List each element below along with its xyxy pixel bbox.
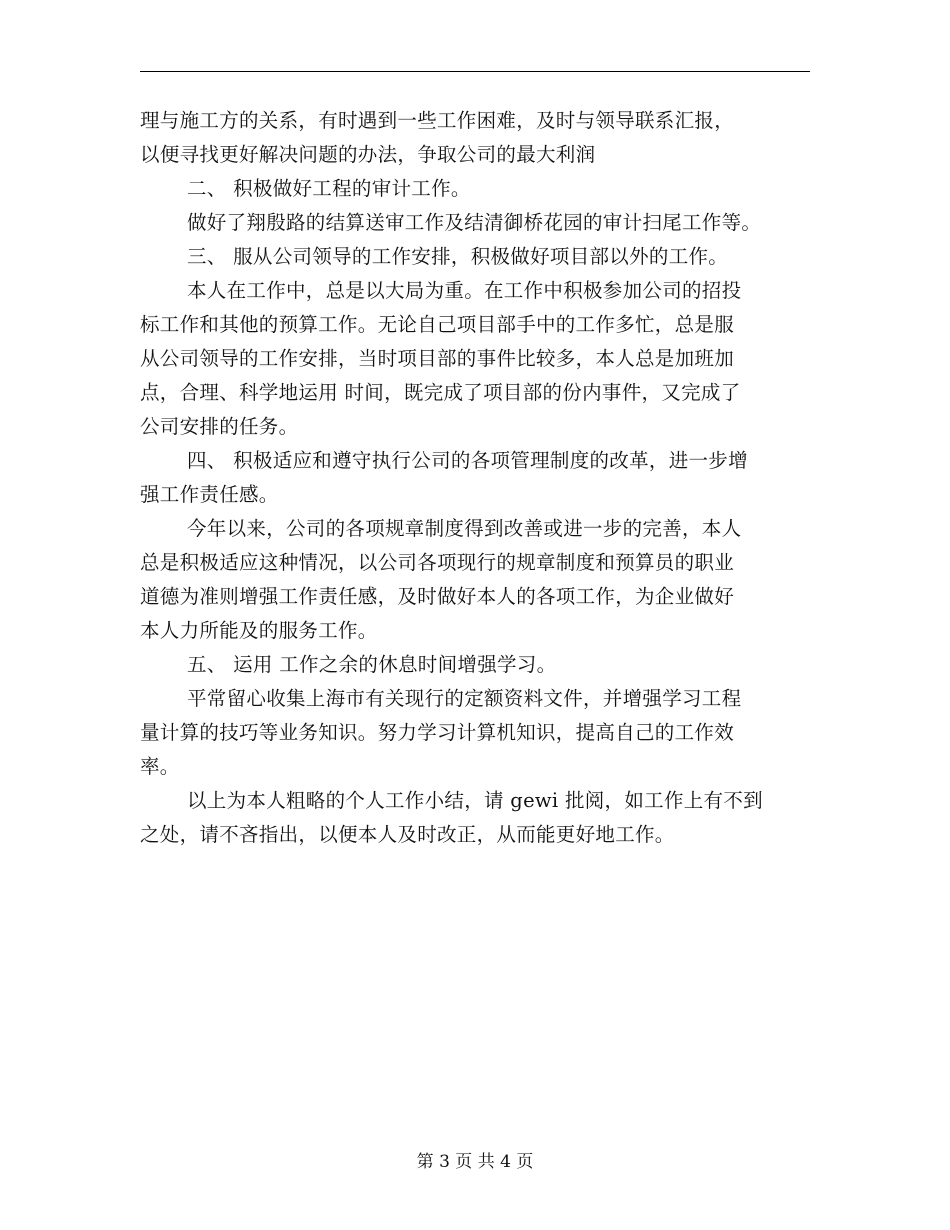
text-line: 理与施工方的关系，有时遇到一些工作困难，及时与领导联系汇报， bbox=[140, 109, 735, 132]
text-line: 量计算的技巧等业务知识。努力学习计算机知识，提高自己的工作效 bbox=[140, 721, 735, 744]
text-line: 公司安排的任务。 bbox=[140, 415, 299, 438]
text-line: 做好了翔殷路的结算送审工作及结清御桥花园的审计扫尾工作等。 bbox=[187, 211, 762, 234]
text-line: 今年以来，公司的各项规章制度得到改善或进一步的完善，本人 bbox=[187, 517, 742, 540]
section-heading: 三、 服从公司领导的工作安排，积极做好项目部以外的工作。 bbox=[187, 245, 729, 268]
text-line: 本人在工作中，总是以大局为重。在工作中积极参加公司的招投 bbox=[187, 279, 742, 302]
text-line: 道德为准则增强工作责任感，及时做好本人的各项工作，为企业做好 bbox=[140, 585, 735, 608]
text-line: 点，合理、科学地运用 时间，既完成了项目部的份内事件，又完成了 bbox=[140, 381, 741, 404]
page-number: 第 3 页 共 4 页 bbox=[416, 1152, 534, 1172]
header-rule bbox=[140, 71, 810, 72]
text-line: 标工作和其他的预算工作。无论自己项目部手中的工作多忙，总是服 bbox=[140, 313, 735, 336]
text-line: 从公司领导的工作安排，当时项目部的事件比较多，本人总是加班加 bbox=[140, 347, 735, 370]
text-line: 以便寻找更好解决问题的办法，争取公司的最大利润 bbox=[140, 143, 596, 166]
text-line: 率。 bbox=[140, 755, 180, 778]
section-heading: 四、 积极适应和遵守执行公司的各项管理制度的改革，进一步增 bbox=[187, 449, 748, 472]
text-line: 总是积极适应这种情况，以公司各项现行的规章制度和预算员的职业 bbox=[140, 551, 735, 574]
section-heading-continued: 强工作责任感。 bbox=[140, 483, 279, 506]
document-body bbox=[140, 104, 810, 852]
text-line: 本人力所能及的服务工作。 bbox=[140, 619, 378, 642]
section-heading: 二、 积极做好工程的审计工作。 bbox=[187, 177, 471, 200]
text-line: 之处，请不吝指出，以便本人及时改正，从而能更好地工作。 bbox=[140, 823, 675, 846]
text-line: 以上为本人粗略的个人工作小结，请 gewi 批阅，如工作上有不到 bbox=[187, 789, 763, 812]
text-line: 平常留心收集上海市有关现行的定额资料文件，并增强学习工程 bbox=[187, 687, 742, 710]
section-heading: 五、 运用 工作之余的休息时间增强学习。 bbox=[187, 653, 557, 676]
